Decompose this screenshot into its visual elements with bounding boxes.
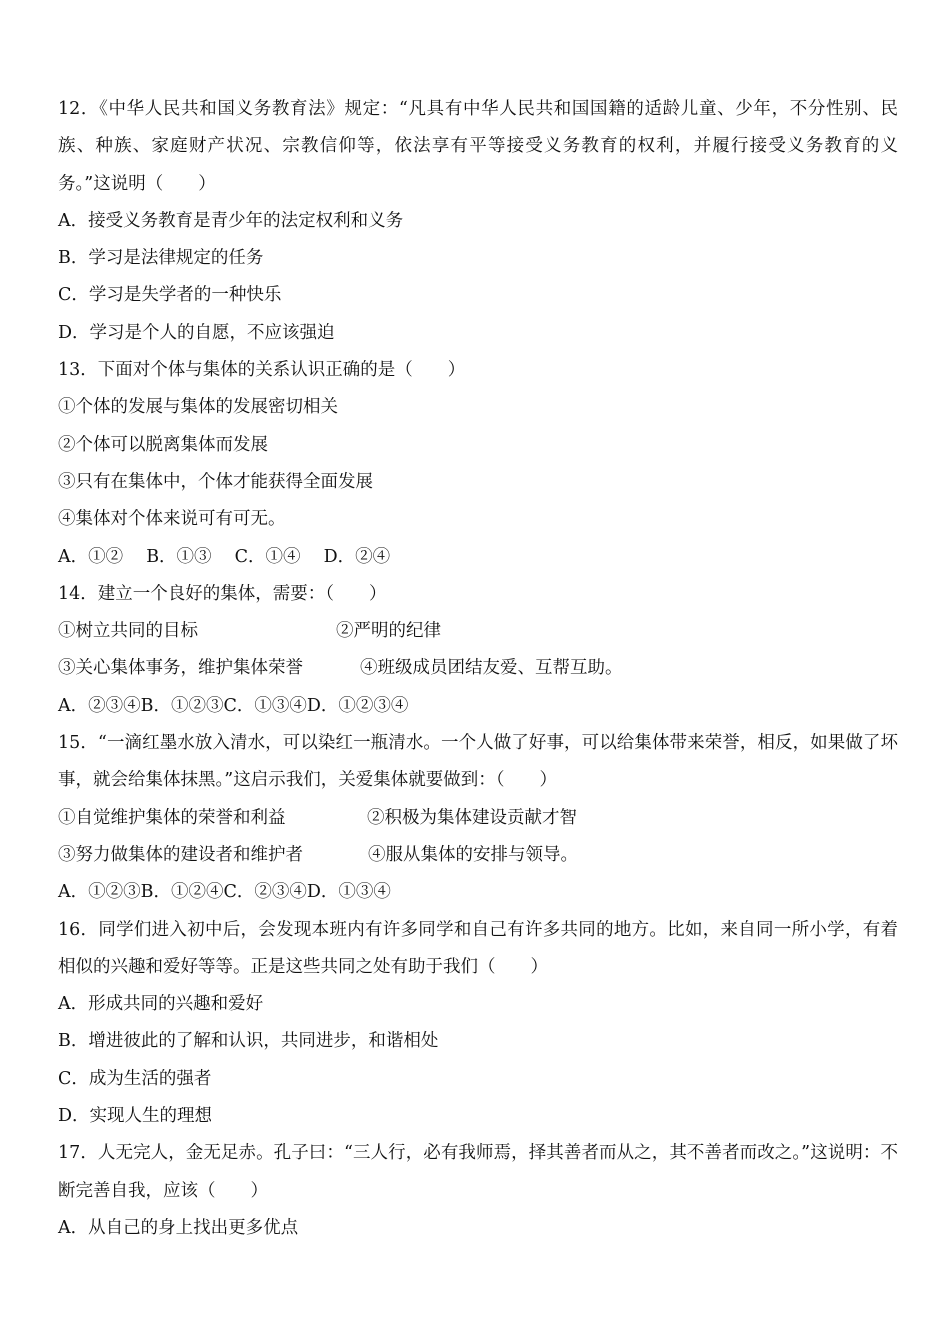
question-17-option-a: A．从自己的身上找出更多优点 bbox=[58, 1217, 299, 1238]
question-13-item-3: ③只有在集体中，个体才能获得全面发展 bbox=[58, 471, 373, 492]
question-13-answer-options: A．①② B．①③ C．①④ D．②④ bbox=[58, 546, 391, 567]
question-15-item-4: ④服从集体的安排与领导。 bbox=[368, 844, 578, 865]
question-15-item-row-2 bbox=[58, 837, 898, 874]
question-13-item-2: ②个体可以脱离集体而发展 bbox=[58, 434, 268, 455]
question-12-option-c: C．学习是失学者的一种快乐 bbox=[58, 285, 282, 306]
question-15-item-3: ③努力做集体的建设者和维护者 bbox=[58, 844, 303, 865]
question-13-item-1: ①个体的发展与集体的发展密切相关 bbox=[58, 397, 338, 418]
question-14-stem: 14．建立一个良好的集体，需要：（ ） bbox=[58, 583, 387, 604]
question-16-option-c: C．成为生活的强者 bbox=[58, 1068, 212, 1089]
question-14-item-1: ①树立共同的目标 bbox=[58, 621, 198, 642]
question-14-item-row-1 bbox=[58, 613, 898, 650]
question-15-answer-options: A．①②③B．①②④C．②③④D．①③④ bbox=[58, 882, 391, 903]
question-14-item-row-2 bbox=[58, 650, 898, 687]
question-15-item-row-1 bbox=[58, 800, 898, 837]
question-14-item-2: ②严明的纪律 bbox=[336, 621, 441, 642]
question-15-item-1: ①自觉维护集体的荣誉和利益 bbox=[58, 807, 286, 828]
question-14-answer-options: A．②③④B．①②③C．①③④D．①②③④ bbox=[58, 695, 409, 716]
question-12-option-d: D．学习是个人的自愿，不应该强迫 bbox=[58, 322, 335, 343]
question-14-item-4: ④班级成员团结友爱、互帮互助。 bbox=[360, 658, 623, 679]
question-14-item-3: ③关心集体事务，维护集体荣誉 bbox=[58, 658, 303, 679]
question-17-stem: 17．人无完人，金无足赤。孔子曰：“三人行，必有我师焉，择其善者而从之，其不善者而改之。”这说明：不断完善自我，应该（ ） bbox=[58, 1143, 898, 1201]
question-13-item-4: ④集体对个体来说可有可无。 bbox=[58, 509, 286, 530]
question-16-option-d: D．实现人生的理想 bbox=[58, 1106, 213, 1127]
question-12-option-a: A．接受义务教育是青少年的法定权利和义务 bbox=[58, 210, 404, 231]
question-16-option-b: B．增进彼此的了解和认识，共同进步，和谐相处 bbox=[58, 1031, 439, 1052]
question-page bbox=[58, 91, 898, 1247]
question-12-stem: 12．《中华人民共和国义务教育法》规定：“凡具有中华人民共和国国籍的适龄儿童、少年，不分性别、民族、种族、家庭财产状况、宗教信仰等，依法享有平等接受义务教育的权利，并履行接受义务教育的义务。”这说明（ ） bbox=[58, 99, 898, 194]
question-16-stem: 16．同学们进入初中后，会发现本班内有许多同学和自己有许多共同的地方。比如，来自同一所小学，有着相似的兴趣和爱好等等。正是这些共同之处有助于我们（ ） bbox=[58, 919, 898, 977]
question-13-stem: 13．下面对个体与集体的关系认识正确的是（ ） bbox=[58, 360, 466, 381]
question-16-option-a: A．形成共同的兴趣和爱好 bbox=[58, 994, 264, 1015]
question-15-item-2: ②积极为集体建设贡献才智 bbox=[367, 807, 577, 828]
question-15-stem: 15．“一滴红墨水放入清水，可以染红一瓶清水。一个人做了好事，可以给集体带来荣誉，相反，如果做了坏事，就会给集体抹黑。”这启示我们，关爱集体就要做到：（ ） bbox=[58, 733, 898, 791]
question-12-option-b: B．学习是法律规定的任务 bbox=[58, 248, 264, 269]
